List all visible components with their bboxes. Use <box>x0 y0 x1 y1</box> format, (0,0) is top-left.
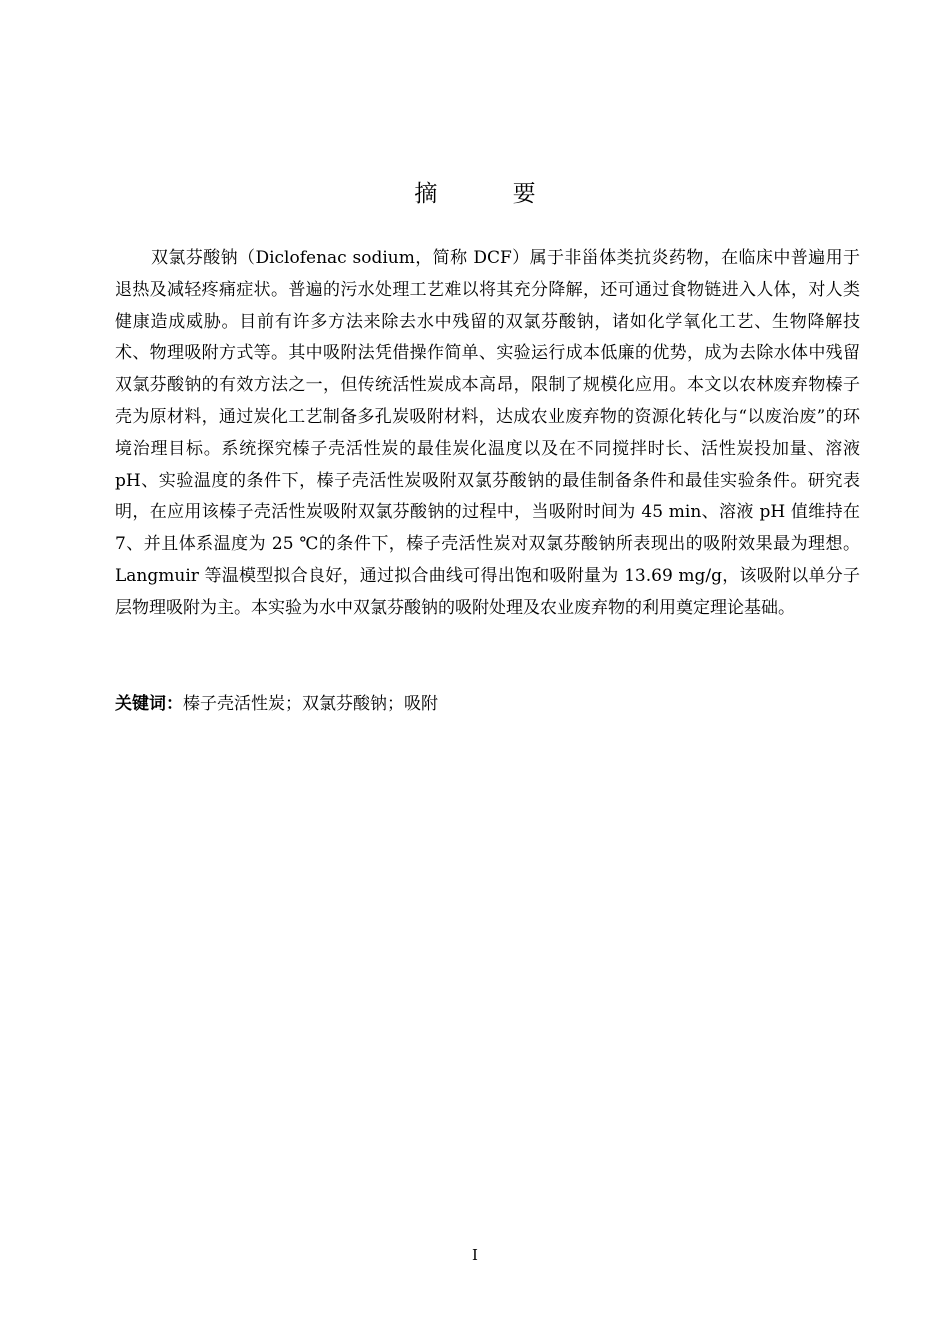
abstract-title: 摘 要 <box>414 181 570 207</box>
abstract-paragraph: 双氯芬酸钠（Diclofenac sodium，简称 DCF）属于非甾体类抗炎药物，在临床中普遍用于退热及减轻疼痛症状。普遍的污水处理工艺难以将其充分降解，还可通过食物链进入人体，对人类健康造成威胁。目前有许多方法来除去水中残留的双氯芬酸钠，诸如化学氧化工艺、生物降解技术、物理吸附方式等。其中吸附法凭借操作简单、实验运行成本低廉的优势，成为去除水体中残留双氯芬酸钠的有效方法之一，但传统活性炭成本高昂，限制了规模化应用。本文以农林废弃物榛子壳为原材料，通过炭化工艺制备多孔炭吸附材料，达成农业废弃物的资源化转化与“以废治废”的环境治理目标。系统探究榛子壳活性炭的最佳炭化温度以及在不同搅拌时长、活性炭投加量、溶液 pH、实验温度的条件下，榛子壳活性炭吸附双氯芬酸钠的最佳制备条件和最佳实验条件。研究表明，在应用该榛子壳活性炭吸附双氯芬酸钠的过程中，当吸附时间为 45 min、溶液 pH 值维持在 7、并且体系温度为 25 ℃的条件下，榛子壳活性炭对双氯芬酸钠所表现出的吸附效果最为理想。Langmuir 等温模型拟合良好，通过拟合曲线可得出饱和吸附量为 13.69 mg/g，该吸附以单分子层物理吸附为主。本实验为水中双氯芬酸钠的吸附处理及农业废弃物的利用奠定理论基础。 <box>115 248 860 618</box>
keywords-text: 榛子壳活性炭；双氯芬酸钠；吸附 <box>183 694 438 714</box>
keywords-line <box>115 689 860 721</box>
keywords-label: 关键词： <box>115 694 183 714</box>
page-number: I <box>472 1246 478 1264</box>
